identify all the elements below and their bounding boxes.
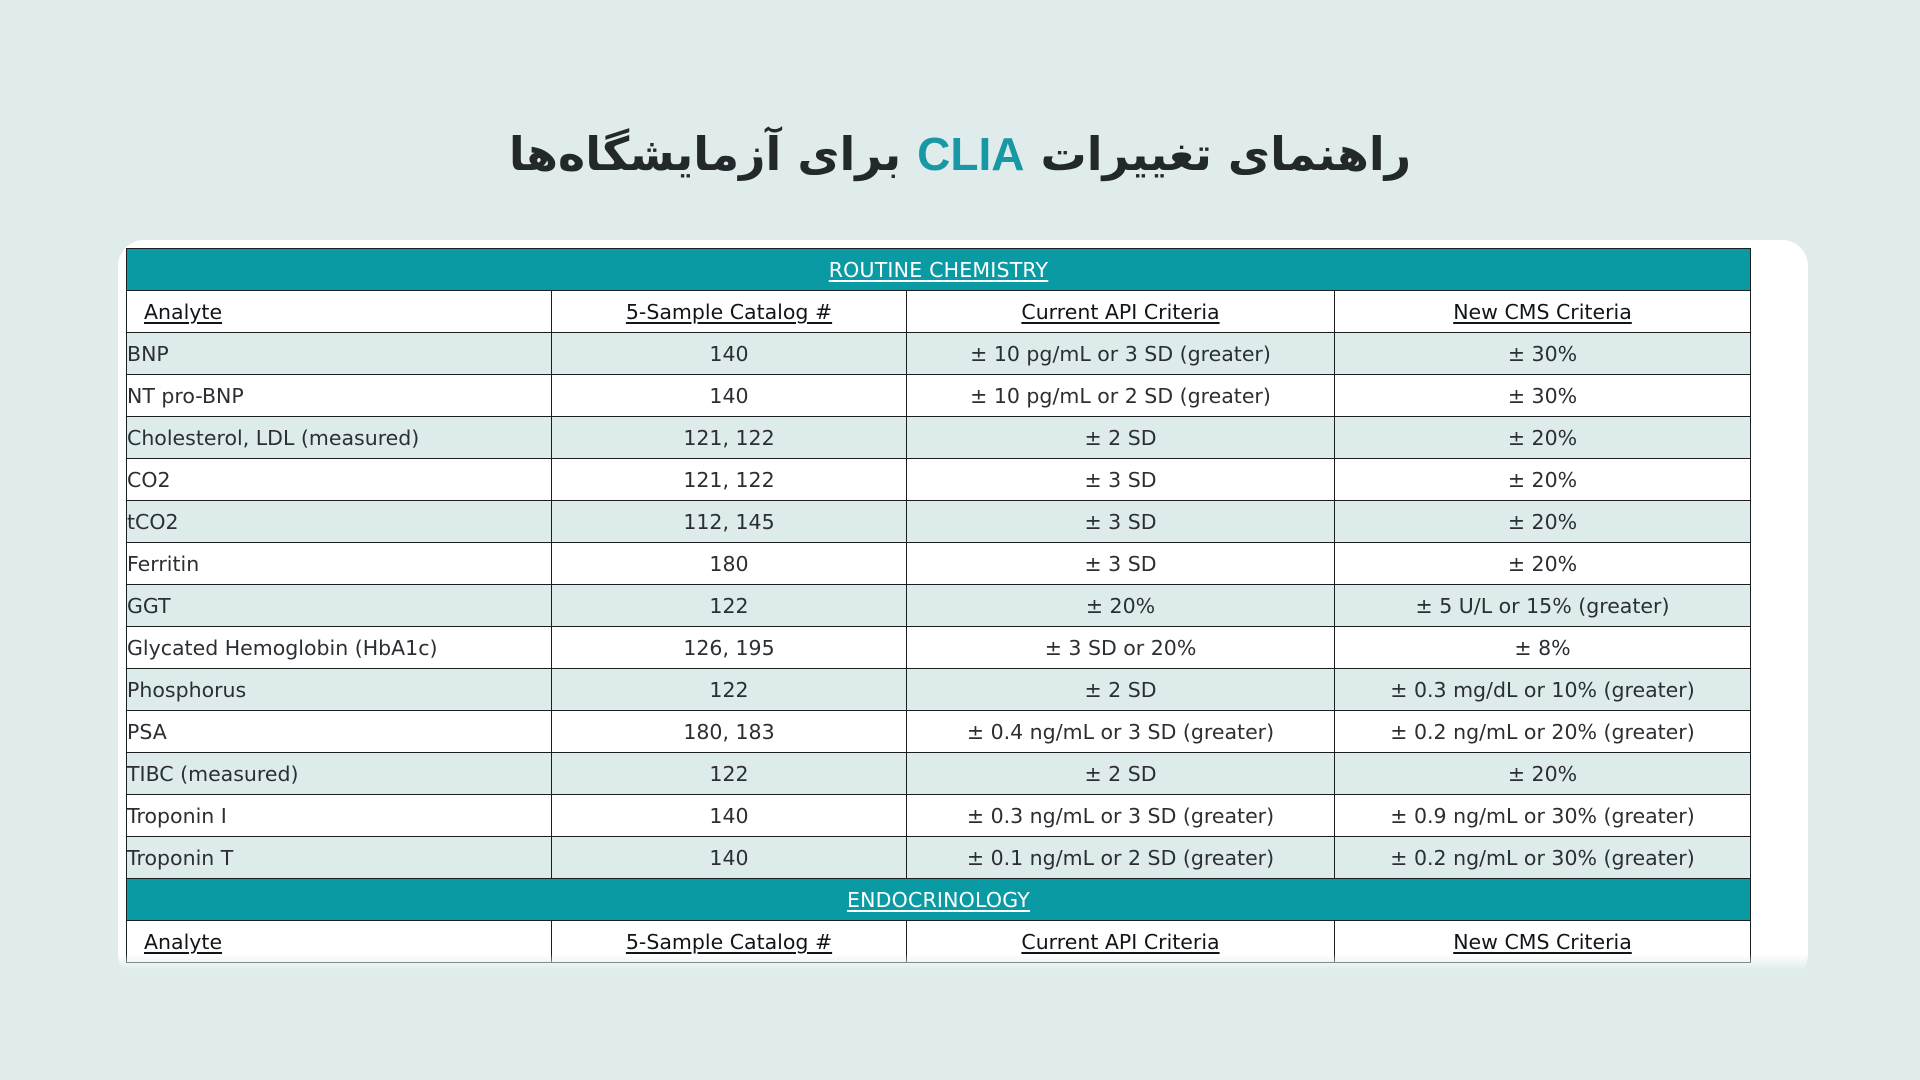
table-row	[127, 375, 1751, 417]
cell-current-api: ± 3 SD or 20%	[907, 627, 1335, 669]
cell-new-cms: ± 20%	[1335, 417, 1751, 459]
column-header-label: Current API Criteria	[1021, 929, 1220, 954]
column-header-label: New CMS Criteria	[1453, 929, 1632, 954]
cell-analyte: TIBC (measured)	[127, 753, 552, 795]
cell-analyte: CO2	[127, 459, 552, 501]
cell-new-cms: ± 5 U/L or 15% (greater)	[1335, 585, 1751, 627]
cell-new-cms: ± 30%	[1335, 375, 1751, 417]
cell-analyte: NT pro-BNP	[127, 375, 552, 417]
cell-new-cms: ± 8%	[1335, 627, 1751, 669]
cell-current-api: ± 0.3 ng/mL or 3 SD (greater)	[907, 795, 1335, 837]
cell-catalog: 121, 122	[552, 459, 907, 501]
table-row	[127, 837, 1751, 879]
cell-catalog: 112, 145	[552, 501, 907, 543]
cell-current-api: ± 20%	[907, 585, 1335, 627]
table-row	[127, 669, 1751, 711]
cell-analyte: Cholesterol, LDL (measured)	[127, 417, 552, 459]
table-row	[127, 753, 1751, 795]
cell-new-cms: ± 20%	[1335, 501, 1751, 543]
cell-new-cms: ± 20%	[1335, 753, 1751, 795]
column-header-row	[127, 921, 1751, 963]
cell-current-api: ± 2 SD	[907, 669, 1335, 711]
cell-current-api: ± 3 SD	[907, 501, 1335, 543]
cell-catalog: 140	[552, 795, 907, 837]
section-band-row	[127, 249, 1751, 291]
table-row	[127, 543, 1751, 585]
cell-new-cms: ± 20%	[1335, 459, 1751, 501]
cell-current-api: ± 0.4 ng/mL or 3 SD (greater)	[907, 711, 1335, 753]
cell-analyte: Troponin T	[127, 837, 552, 879]
cell-current-api: ± 3 SD	[907, 459, 1335, 501]
column-header-5-sample-catalog	[552, 291, 907, 333]
cell-analyte: tCO2	[127, 501, 552, 543]
page-title-after: برای آزمایشگاه‌ها	[508, 126, 918, 181]
cell-analyte: BNP	[127, 333, 552, 375]
cell-catalog: 140	[552, 375, 907, 417]
cell-current-api: ± 10 pg/mL or 2 SD (greater)	[907, 375, 1335, 417]
cell-catalog: 122	[552, 753, 907, 795]
cell-new-cms: ± 0.2 ng/mL or 20% (greater)	[1335, 711, 1751, 753]
cell-catalog: 122	[552, 669, 907, 711]
cell-new-cms: ± 0.3 mg/dL or 10% (greater)	[1335, 669, 1751, 711]
column-header-label: Analyte	[144, 929, 223, 954]
cell-new-cms: ± 0.9 ng/mL or 30% (greater)	[1335, 795, 1751, 837]
cell-catalog: 126, 195	[552, 627, 907, 669]
column-header-label: 5-Sample Catalog #	[625, 929, 833, 954]
cell-current-api: ± 0.1 ng/mL or 2 SD (greater)	[907, 837, 1335, 879]
column-header-analyte	[127, 921, 552, 963]
page-title	[0, 123, 1920, 185]
section-band-row	[127, 879, 1751, 921]
cell-catalog: 180, 183	[552, 711, 907, 753]
cell-analyte: Phosphorus	[127, 669, 552, 711]
column-header-label: 5-Sample Catalog #	[625, 299, 833, 324]
section-band	[127, 879, 1751, 921]
page-title-brand: CLIA	[917, 127, 1025, 180]
column-header-current-api-criteria	[907, 291, 1335, 333]
cell-current-api: ± 2 SD	[907, 417, 1335, 459]
cell-new-cms: ± 0.2 ng/mL or 30% (greater)	[1335, 837, 1751, 879]
table-row	[127, 417, 1751, 459]
cell-catalog: 140	[552, 333, 907, 375]
cell-current-api: ± 3 SD	[907, 543, 1335, 585]
section-band-label: ENDOCRINOLOGY	[846, 887, 1031, 912]
column-header-label: New CMS Criteria	[1453, 299, 1632, 324]
column-header-5-sample-catalog	[552, 921, 907, 963]
section-band-label: ROUTINE CHEMISTRY	[828, 257, 1049, 282]
table-row	[127, 795, 1751, 837]
cell-catalog: 122	[552, 585, 907, 627]
column-header-label: Analyte	[144, 299, 223, 324]
column-header-row	[127, 291, 1751, 333]
cell-analyte: Troponin I	[127, 795, 552, 837]
cell-catalog: 121, 122	[552, 417, 907, 459]
cell-current-api: ± 2 SD	[907, 753, 1335, 795]
table-row	[127, 627, 1751, 669]
table-row	[127, 711, 1751, 753]
column-header-label: Current API Criteria	[1021, 299, 1220, 324]
table-row	[127, 501, 1751, 543]
column-header-new-cms-criteria	[1335, 921, 1751, 963]
column-header-new-cms-criteria	[1335, 291, 1751, 333]
table-row	[127, 585, 1751, 627]
cell-catalog: 180	[552, 543, 907, 585]
section-band	[127, 249, 1751, 291]
cell-catalog: 140	[552, 837, 907, 879]
page-title-before: راهنمای تغییرات	[1024, 126, 1412, 181]
clia-table-wrapper	[126, 248, 1750, 963]
clia-criteria-table	[126, 248, 1751, 963]
cell-new-cms: ± 20%	[1335, 543, 1751, 585]
column-header-analyte	[127, 291, 552, 333]
clia-table-image-card	[118, 240, 1808, 980]
cell-current-api: ± 10 pg/mL or 3 SD (greater)	[907, 333, 1335, 375]
cell-analyte: PSA	[127, 711, 552, 753]
column-header-current-api-criteria	[907, 921, 1335, 963]
cell-new-cms: ± 30%	[1335, 333, 1751, 375]
cell-analyte: Glycated Hemoglobin (HbA1c)	[127, 627, 552, 669]
table-row	[127, 459, 1751, 501]
cell-analyte: Ferritin	[127, 543, 552, 585]
cell-analyte: GGT	[127, 585, 552, 627]
table-row	[127, 333, 1751, 375]
